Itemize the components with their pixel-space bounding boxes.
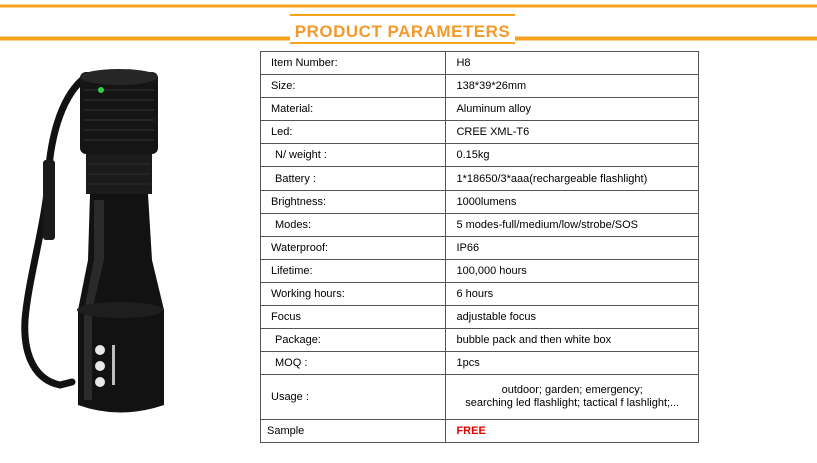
param-label: Waterproof: [261,236,446,259]
param-label: Item Number: [261,52,446,75]
param-value: Aluminum alloy [446,98,699,121]
flashlight-icon [20,60,180,415]
table-row [261,167,699,190]
usage-line: outdoor; garden; emergency; [501,384,643,397]
param-value [446,375,699,420]
table-row [261,420,699,443]
param-value: 138*39*26mm [446,75,699,98]
param-value: 100,000 hours [446,259,699,282]
param-value: H8 [446,52,699,75]
param-label: Sample [261,420,446,443]
param-label: N/ weight : [261,144,446,167]
table-row [261,282,699,305]
param-value: bubble pack and then white box [446,329,699,352]
usage-line: searching led flashlight; tactical f lashlight;... [465,397,680,410]
indicator-light [98,87,104,93]
param-label: Battery : [261,167,446,190]
param-label: Package: [261,329,446,352]
table-row [261,75,699,98]
table-row [261,121,699,144]
param-value: CREE XML-T6 [446,121,699,144]
table-row [261,213,699,236]
param-value: IP66 [446,236,699,259]
param-label: Size: [261,75,446,98]
param-value: 1000lumens [446,190,699,213]
sample-free-value: FREE [446,420,699,443]
param-value: 6 hours [446,282,699,305]
param-label: Led: [261,121,446,144]
table-row [261,52,699,75]
param-label: MOQ : [261,352,446,375]
table-row [261,236,699,259]
param-label: Working hours: [261,282,446,305]
table-row [261,306,699,329]
param-label: Lifetime: [261,259,446,282]
param-value: 1*18650/3*aaa(rechargeable flashlight) [446,167,699,190]
parameters-table [260,51,699,443]
table-row [261,98,699,121]
table-row [261,329,699,352]
table-row [261,352,699,375]
param-label: Focus [261,306,446,329]
param-value: adjustable focus [446,306,699,329]
table-row [261,375,699,420]
table-row [261,259,699,282]
page-title: PRODUCT PARAMETERS [294,22,511,41]
param-label: Modes: [261,213,446,236]
param-label: Brightness: [261,190,446,213]
table-row [261,190,699,213]
param-label: Material: [261,98,446,121]
param-value: 5 modes-full/medium/low/strobe/SOS [446,213,699,236]
param-value: 0.15kg [446,144,699,167]
param-label: Usage : [261,375,446,420]
table-row [261,144,699,167]
param-value: 1pcs [446,352,699,375]
